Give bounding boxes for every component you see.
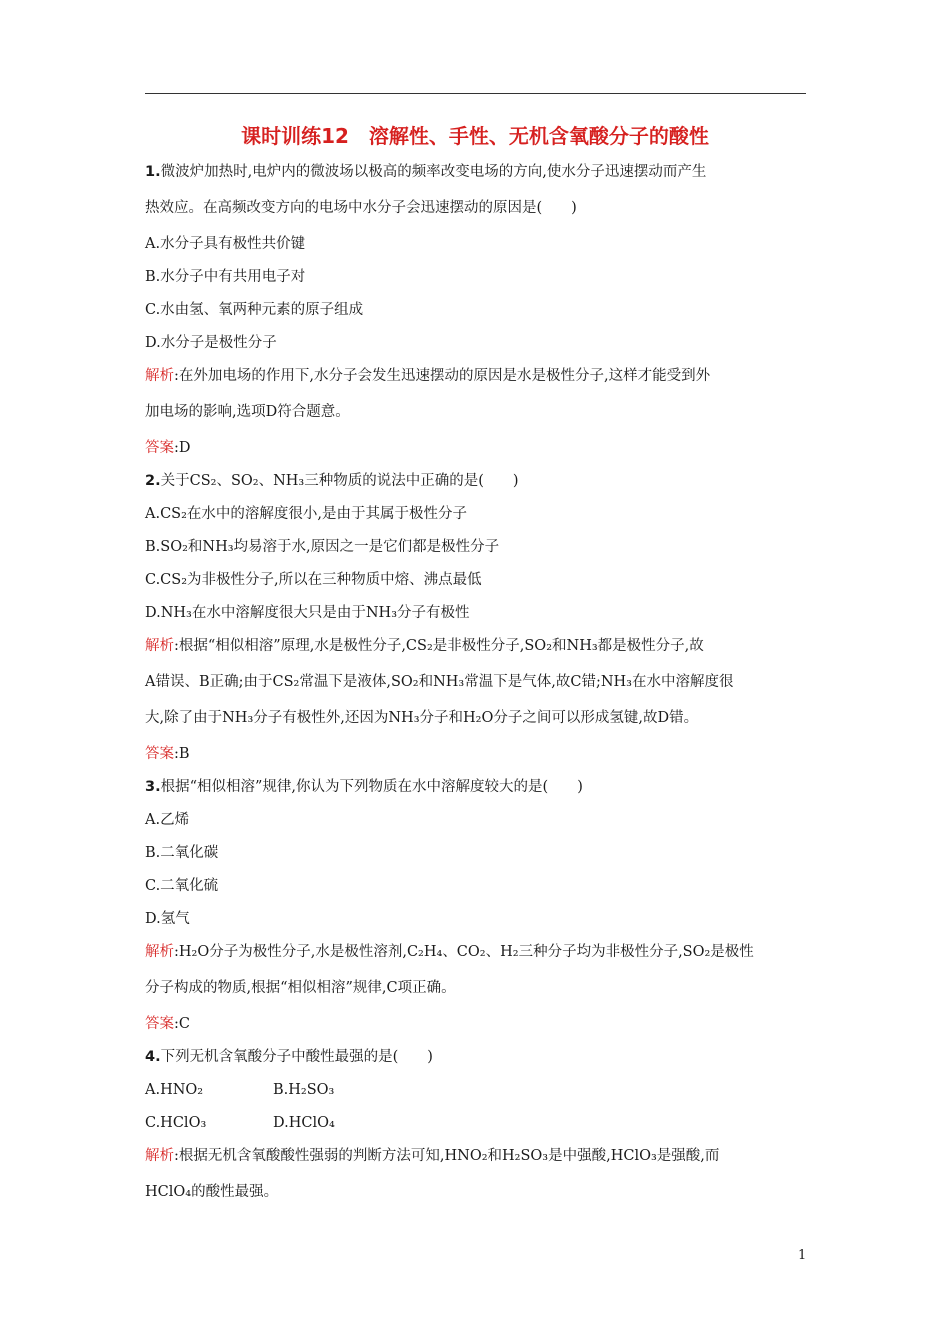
options-row (145, 1111, 810, 1144)
question-1-stem-line-1: 1.微波炉加热时,电炉内的微波场以极高的频率改变电场的方向,使水分子迅速摆动而产生 (145, 164, 707, 180)
answer-label: 答案 (145, 440, 174, 456)
analysis-line: HClO₄的酸性最强。 (145, 1184, 279, 1200)
option-b: B.H₂SO₃ (273, 1082, 335, 1098)
question-2-stem: 2.关于CS₂、SO₂、NH₃三种物质的说法中正确的是( ) (145, 473, 519, 489)
analysis-line: 加电场的影响,选项D符合题意。 (145, 404, 350, 420)
analysis-line: A错误、B正确;由于CS₂常温下是液体,SO₂和NH₃常温下是气体,故C错;NH₃在水中溶解度很 (145, 674, 734, 690)
option-a: A.HNO₂ (145, 1082, 204, 1098)
page-number: 1 (798, 1248, 807, 1263)
analysis-line: 解析:根据“相似相溶”原理,水是极性分子,CS₂是非极性分子,SO₂和NH₃都是极性分子,故 (145, 638, 704, 654)
answer-line: 答案:B (145, 746, 190, 762)
question-1-stem-line-2: 热效应。在高频改变方向的电场中水分子会迅速摆动的原因是( ) (145, 200, 577, 216)
option-a: A.CS₂在水中的溶解度很小,是由于其属于极性分子 (145, 506, 468, 522)
question-4-stem: 4.下列无机含氧酸分子中酸性最强的是( ) (145, 1049, 433, 1065)
analysis-label: 解析 (145, 1148, 174, 1164)
option-a: A.水分子具有极性共价键 (145, 236, 306, 252)
option-b: B.二氧化碳 (145, 845, 219, 861)
option-b: B.水分子中有共用电子对 (145, 269, 306, 285)
option-d: D.水分子是极性分子 (145, 335, 277, 351)
analysis-line: 解析:根据无机含氧酸酸性强弱的判断方法可知,HNO₂和H₂SO₃是中强酸,HClO₃是强酸,而 (145, 1148, 720, 1164)
option-c: C.CS₂为非极性分子,所以在三种物质中熔、沸点最低 (145, 572, 482, 588)
analysis-label: 解析 (145, 638, 174, 654)
answer-line: 答案:D (145, 440, 191, 456)
option-c: C.水由氢、氧两种元素的原子组成 (145, 302, 364, 318)
analysis-label: 解析 (145, 944, 174, 960)
analysis-line: 解析:在外加电场的作用下,水分子会发生迅速摆动的原因是水是极性分子,这样才能受到外 (145, 368, 711, 384)
options-row (145, 1078, 810, 1111)
option-c: C.二氧化硫 (145, 878, 219, 894)
option-b: B.SO₂和NH₃均易溶于水,原因之一是它们都是极性分子 (145, 539, 500, 555)
question-number: 1. (145, 164, 161, 180)
analysis-line: 大,除了由于NH₃分子有极性外,还因为NH₃分子和H₂O分子之间可以形成氢键,故D错。 (145, 710, 699, 726)
question-number: 4. (145, 1049, 161, 1065)
page-title: 课时训练12 溶解性、手性、无机含氧酸分子的酸性 (241, 124, 709, 148)
analysis-label: 解析 (145, 368, 174, 384)
answer-label: 答案 (145, 746, 174, 762)
option-d: D.HClO₄ (273, 1115, 335, 1131)
option-d: D.NH₃在水中溶解度很大只是由于NH₃分子有极性 (145, 605, 470, 621)
question-3-stem: 3.根据“相似相溶”规律,你认为下列物质在水中溶解度较大的是( ) (145, 779, 583, 795)
answer-label: 答案 (145, 1016, 174, 1032)
document-body (145, 160, 810, 1216)
answer-line: 答案:C (145, 1016, 190, 1032)
analysis-line: 分子构成的物质,根据“相似相溶”规律,C项正确。 (145, 980, 456, 996)
question-number: 3. (145, 779, 161, 795)
question-number: 2. (145, 473, 161, 489)
option-d: D.氢气 (145, 911, 190, 927)
option-c: C.HClO₃ (145, 1115, 207, 1131)
header-rule (145, 93, 806, 94)
analysis-line: 解析:H₂O分子为极性分子,水是极性溶剂,C₂H₄、CO₂、H₂三种分子均为非极性分子,SO₂是极性 (145, 944, 754, 960)
option-a: A.乙烯 (145, 812, 190, 828)
